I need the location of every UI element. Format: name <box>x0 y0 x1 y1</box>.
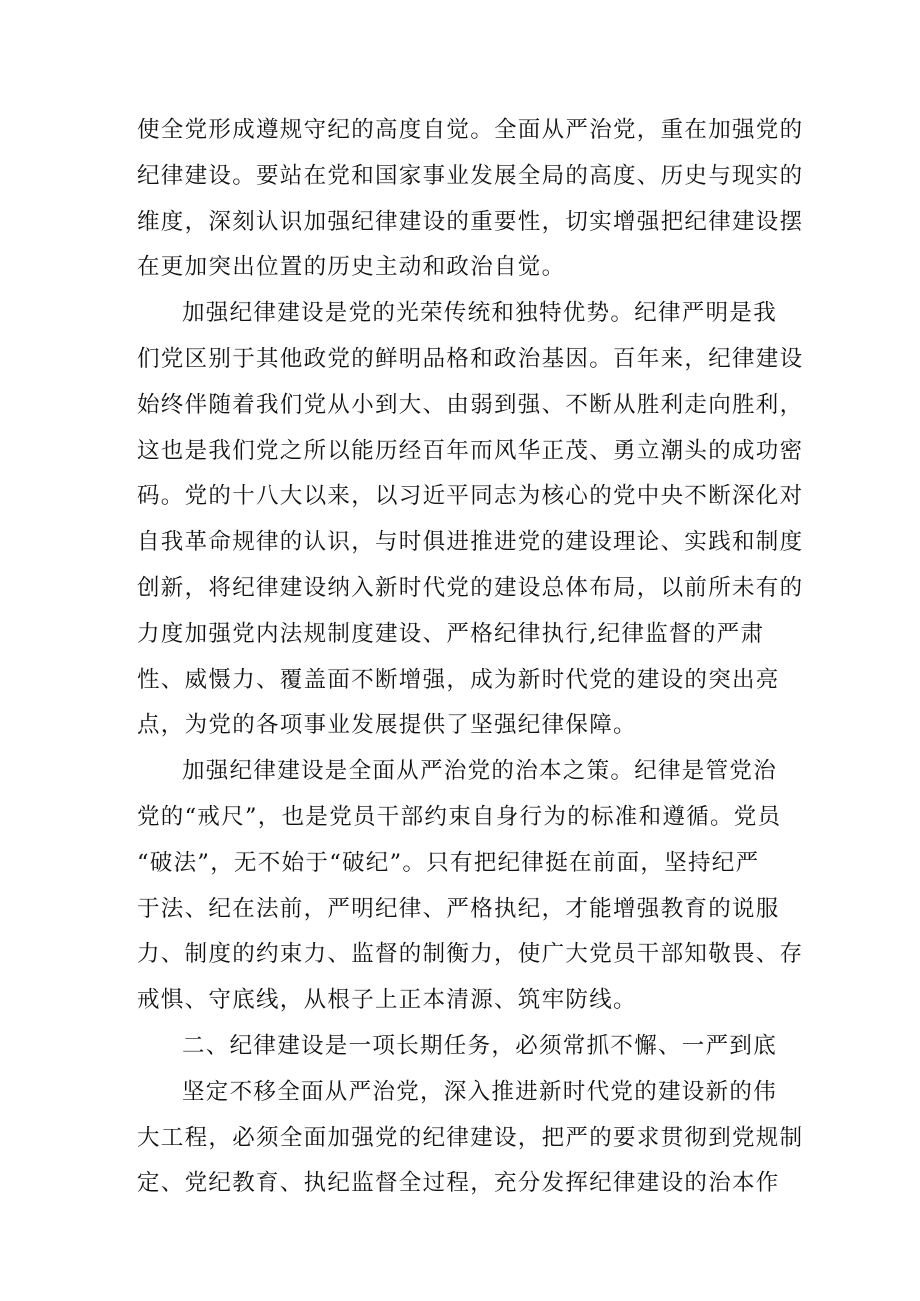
text-line: 力度加强党内法规制度建设、严格纪律执行,纪律监督的严肃 <box>137 620 765 647</box>
text-line: 性、威慑力、覆盖面不断增强，成为新时代党的建设的突出亮 <box>137 666 780 693</box>
text-line: 于法、纪在法前，严明纪律、严格执纪，才能增强教育的说服 <box>137 895 780 922</box>
text-line: 点，为党的各项事业发展提供了坚强纪律保障。 <box>137 712 637 739</box>
text-line: 坚定不移全面从严治党，深入推进新时代党的建设新的伟 <box>182 1078 778 1105</box>
paragraph-1 <box>137 108 804 291</box>
paragraph-2 <box>137 291 804 749</box>
text-line: 党的“戒尺”，也是党员干部约束自身行为的标准和遵循。党员 <box>137 803 782 830</box>
text-line: 们党区别于其他政党的鲜明品格和政治基因。百年来，纪律建设 <box>137 345 804 372</box>
text-line: 始终伴随着我们党从小到大、由弱到强、不断从胜利走向胜利， <box>137 391 804 418</box>
text-line: 这也是我们党之所以能历经百年而风华正茂、勇立潮头的成功密 <box>137 437 804 464</box>
paragraph-4 <box>137 1070 804 1207</box>
text-line: “破法”，无不始于“破纪”。只有把纪律挺在前面，坚持纪严 <box>137 849 760 876</box>
paragraph-3 <box>137 749 804 1024</box>
text-line: 在更加突出位置的历史主动和政治自觉。 <box>137 254 566 281</box>
text-line: 大工程，必须全面加强党的纪律建设，把严的要求贯彻到党规制 <box>137 1124 804 1151</box>
text-line: 纪律建设。要站在党和国家事业发展全局的高度、历史与现实的 <box>137 162 804 189</box>
text-line: 自我革命规律的认识，与时俱进推进党的建设理论、实践和制度 <box>137 529 804 556</box>
text-line: 加强纪律建设是党的光荣传统和独特优势。纪律严明是我 <box>182 300 778 327</box>
text-line: 维度，深刻认识加强纪律建设的重要性，切实增强把纪律建设摆 <box>137 208 804 235</box>
text-line: 创新，将纪律建设纳入新时代党的建设总体布局，以前所未有的 <box>137 574 804 601</box>
section-heading <box>137 1024 785 1070</box>
text-line: 定、党纪教育、执纪监督全过程，充分发挥纪律建设的治本作 <box>137 1170 780 1197</box>
text-line: 力、制度的约束力、监督的制衡力，使广大党员干部知敬畏、存 <box>137 941 804 968</box>
text-line: 加强纪律建设是全面从严治党的治本之策。纪律是管党治 <box>182 758 778 785</box>
text-line: 码。党的十八大以来，以习近平同志为核心的党中央不断深化对 <box>137 483 804 510</box>
section-heading-text: 二、纪律建设是一项长期任务，必须常抓不懈、一严到底 <box>182 1032 778 1059</box>
text-line: 使全党形成遵规守纪的高度自觉。全面从严治党，重在加强党的 <box>137 117 804 143</box>
text-line: 戒惧、守底线，从根子上正本清源、筑牢防线。 <box>137 987 637 1014</box>
document-body <box>137 108 804 1207</box>
document-text <box>137 108 804 1207</box>
